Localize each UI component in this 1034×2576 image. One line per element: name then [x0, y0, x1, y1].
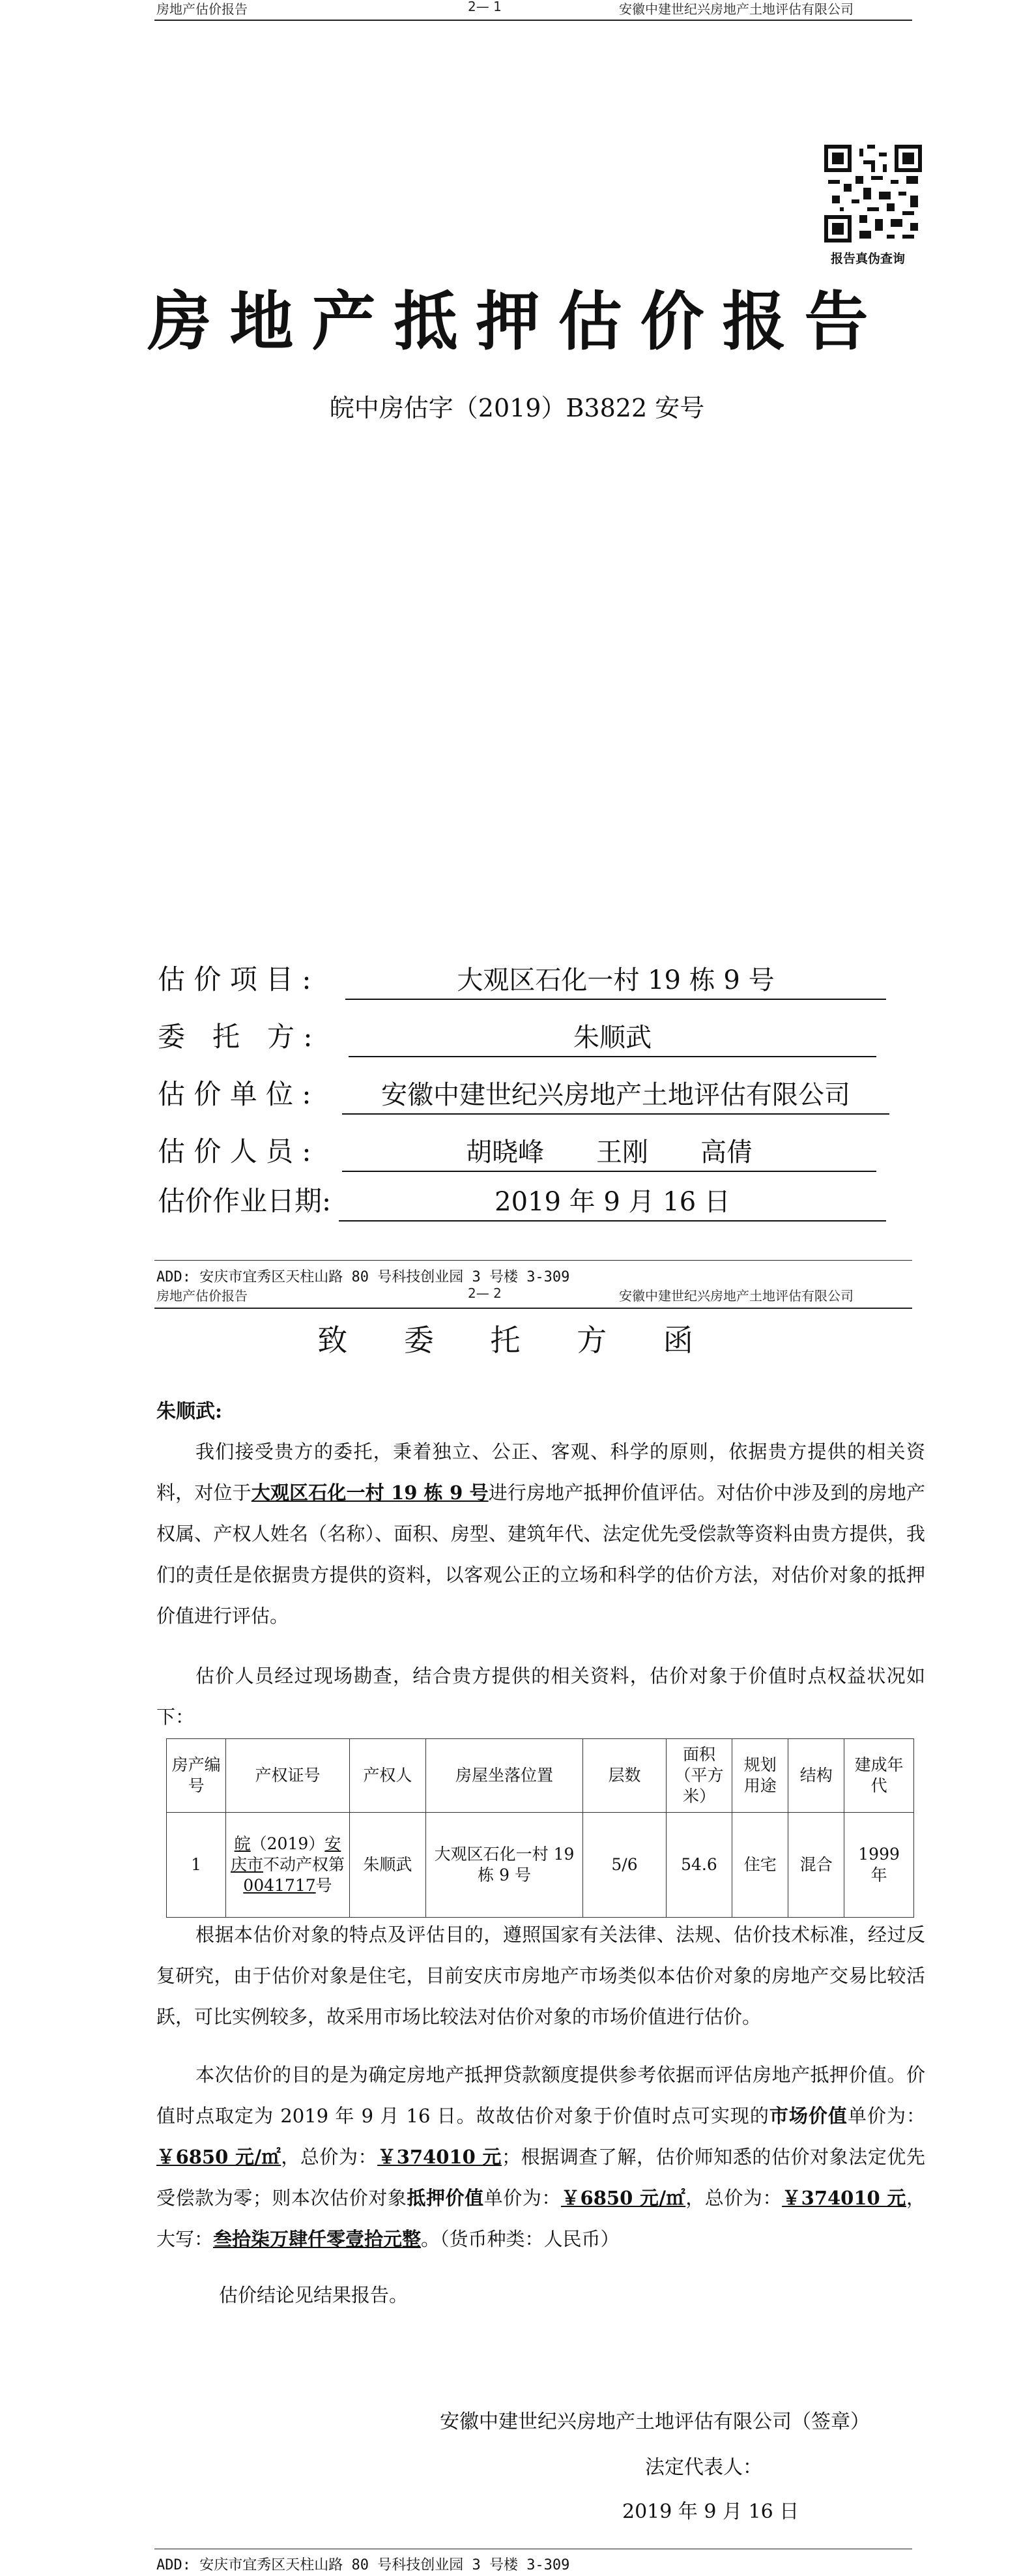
cell-owner: 朱顺武 — [349, 1813, 425, 1918]
p1-location: 大观区石化一村 19 栋 9 号 — [251, 1482, 489, 1504]
p4-text: ，总价为： — [281, 2146, 378, 2168]
th-location: 房屋坐落位置 — [425, 1739, 582, 1813]
cert-part: 安庆市 — [230, 1834, 341, 1874]
p4-amount-in-words: 叁拾柒万肆仟零壹拾元整 — [213, 2228, 422, 2250]
field-label: 估 价 单 位 : — [158, 1078, 311, 1110]
p4-text: 单价为： — [847, 2105, 925, 2127]
signature-date: 2019 年 9 月 16 日 — [622, 2500, 799, 2523]
paragraph-1 — [156, 1431, 925, 1637]
p4-total-mortgage: ￥374010 元 — [782, 2187, 906, 2209]
p4-total-market: ￥374010 元 — [377, 2146, 502, 2168]
p1-text-a: 我们接受贵方的委托，秉着独立、公正、客观、科学的原则，依据贵方提供的相关资料，对位于 — [156, 1441, 925, 1504]
cert-part: （2019） — [250, 1834, 325, 1853]
report-title: 房地产抵押估价报告 — [147, 284, 887, 359]
field-row-project — [158, 958, 347, 997]
th-structure: 结构 — [788, 1739, 844, 1813]
header-left: 房地产估价报告 — [156, 1288, 248, 1304]
p4-text: ；根据调查了解，估价师知悉的估价对象法定优先受偿款为零；则本次估价对象 — [156, 2146, 925, 2209]
field-row-work-date — [158, 1180, 347, 1219]
paragraph-2: 估价人员经过现场勘查，结合贵方提供的相关资料，估价对象于价值时点权益状况如下： — [156, 1665, 925, 1728]
cell-year: 1999 年 — [844, 1813, 914, 1918]
field-label: 委 托 方 : — [158, 1021, 313, 1053]
field-label: 估 价 项 目 : — [158, 963, 311, 995]
th-floors: 层数 — [583, 1739, 666, 1813]
qr-caption: 报告真伪查询 — [831, 252, 906, 266]
p4-text: ，总价为： — [685, 2187, 783, 2209]
th-use: 规划用途 — [732, 1739, 788, 1813]
p4-market-value: 市场价值 — [769, 2105, 848, 2127]
header-rule — [154, 20, 912, 21]
th-owner: 产权人 — [349, 1739, 425, 1813]
p4-text: ，大写： — [156, 2187, 925, 2250]
cert-part: 号 — [315, 1876, 332, 1895]
p1-text-b: 进行房地产抵押价值评估。对估价中涉及到的房地产权属、产权人姓名（名称）、面积、房型、建筑年代、法定优先受偿款等资料由贵方提供，我们的责任是依据贵方提供的资料，以客观公正的立场和科学的估价方法，对估价对象的抵押价值进行评估。 — [156, 1482, 925, 1627]
field-label: 估 价 人 员 : — [158, 1135, 311, 1167]
footer-rule — [154, 1260, 912, 1261]
property-table — [166, 1738, 914, 1918]
cell-use: 住宅 — [732, 1813, 788, 1918]
p4-mortgage-value: 抵押价值 — [407, 2187, 484, 2209]
field-label: 估价作业日期: — [158, 1185, 332, 1217]
field-value-client: 朱顺武 — [349, 1019, 876, 1057]
table-header-row — [167, 1739, 914, 1813]
letter-title: 致 委 托 方 函 — [317, 1323, 717, 1358]
field-row-appraiser-company — [158, 1073, 347, 1112]
header-page-number: 2— 1 — [468, 0, 502, 14]
field-row-client — [158, 1016, 347, 1055]
p4-text: 本次估价的目的是为确定房地产抵押贷款额度提供参考依据而评估房地产抵押价值。价值时点取定为 2019 年 9 月 16 日。故故估价对象于价值时点可实现的 — [156, 2064, 925, 2127]
header-rule — [154, 1308, 912, 1309]
cell-structure: 混合 — [788, 1813, 844, 1918]
field-value-work-date: 2019 年 9 月 16 日 — [339, 1184, 886, 1222]
paragraph-4 — [156, 2055, 925, 2260]
th-area: 面积（平方米） — [666, 1739, 732, 1813]
p4-unit-price-mortgage: ￥6850 元/㎡ — [560, 2187, 686, 2209]
cert-part: 0041717 — [243, 1876, 316, 1895]
document-number: 皖中房估字（2019）B3822 安号 — [329, 394, 705, 422]
header-left: 房地产估价报告 — [156, 1, 248, 17]
p4-unit-price-market: ￥6850 元/㎡ — [156, 2146, 281, 2168]
footer-address: ADD: 安庆市宜秀区天柱山路 80 号科技创业园 3 号楼 3-309 — [156, 1269, 570, 1285]
th-no: 房产编号 — [167, 1739, 226, 1813]
field-value-appraisers: 胡晓峰 王刚 高倩 — [342, 1134, 876, 1172]
footer-address: ADD: 安庆市宜秀区天柱山路 80 号科技创业园 3 号楼 3-309 — [156, 2557, 570, 2573]
th-cert: 产权证号 — [226, 1739, 350, 1813]
signature-representative: 法定代表人： — [645, 2456, 762, 2479]
p4-text: 单价为： — [483, 2187, 561, 2209]
qr-code-icon[interactable] — [824, 145, 922, 242]
header-page-number: 2— 2 — [468, 1285, 502, 1301]
paragraph-5: 估价结论见结果报告。 — [219, 2284, 409, 2306]
cert-part: 皖 — [234, 1834, 251, 1853]
table-row — [167, 1813, 914, 1918]
field-value-project: 大观区石化一村 19 栋 9 号 — [345, 962, 886, 1000]
paragraph-3: 根据本估价对象的特点及评估目的，遵照国家有关法律、法规、估价技术标准，经过反复研究，由于估价对象是住宅，目前安庆市房地产市场类似本估价对象的房地产交易比较活跃，可比实例较多，故采用市场比较法对估价对象的市场价值进行估价。 — [156, 1924, 925, 2028]
header-right: 安徽中建世纪兴房地产土地评估有限公司 — [619, 1288, 854, 1304]
cell-floors: 5/6 — [583, 1813, 666, 1918]
th-year: 建成年代 — [844, 1739, 914, 1813]
header-right: 安徽中建世纪兴房地产土地评估有限公司 — [619, 1, 854, 17]
cell-area: 54.6 — [666, 1813, 732, 1918]
cell-location: 大观区石化一村 19 栋 9 号 — [425, 1813, 582, 1918]
field-row-appraisers — [158, 1130, 347, 1169]
p4-text: 。（货币种类：人民币） — [421, 2228, 620, 2250]
salutation: 朱顺武: — [156, 1400, 223, 1423]
signature-company: 安徽中建世纪兴房地产土地评估有限公司（签章） — [440, 2410, 870, 2433]
cell-no: 1 — [167, 1813, 226, 1918]
cert-part: 不动产权第 — [263, 1855, 345, 1874]
cell-cert — [226, 1813, 350, 1918]
field-value-appraiser-company: 安徽中建世纪兴房地产土地评估有限公司 — [342, 1077, 889, 1115]
